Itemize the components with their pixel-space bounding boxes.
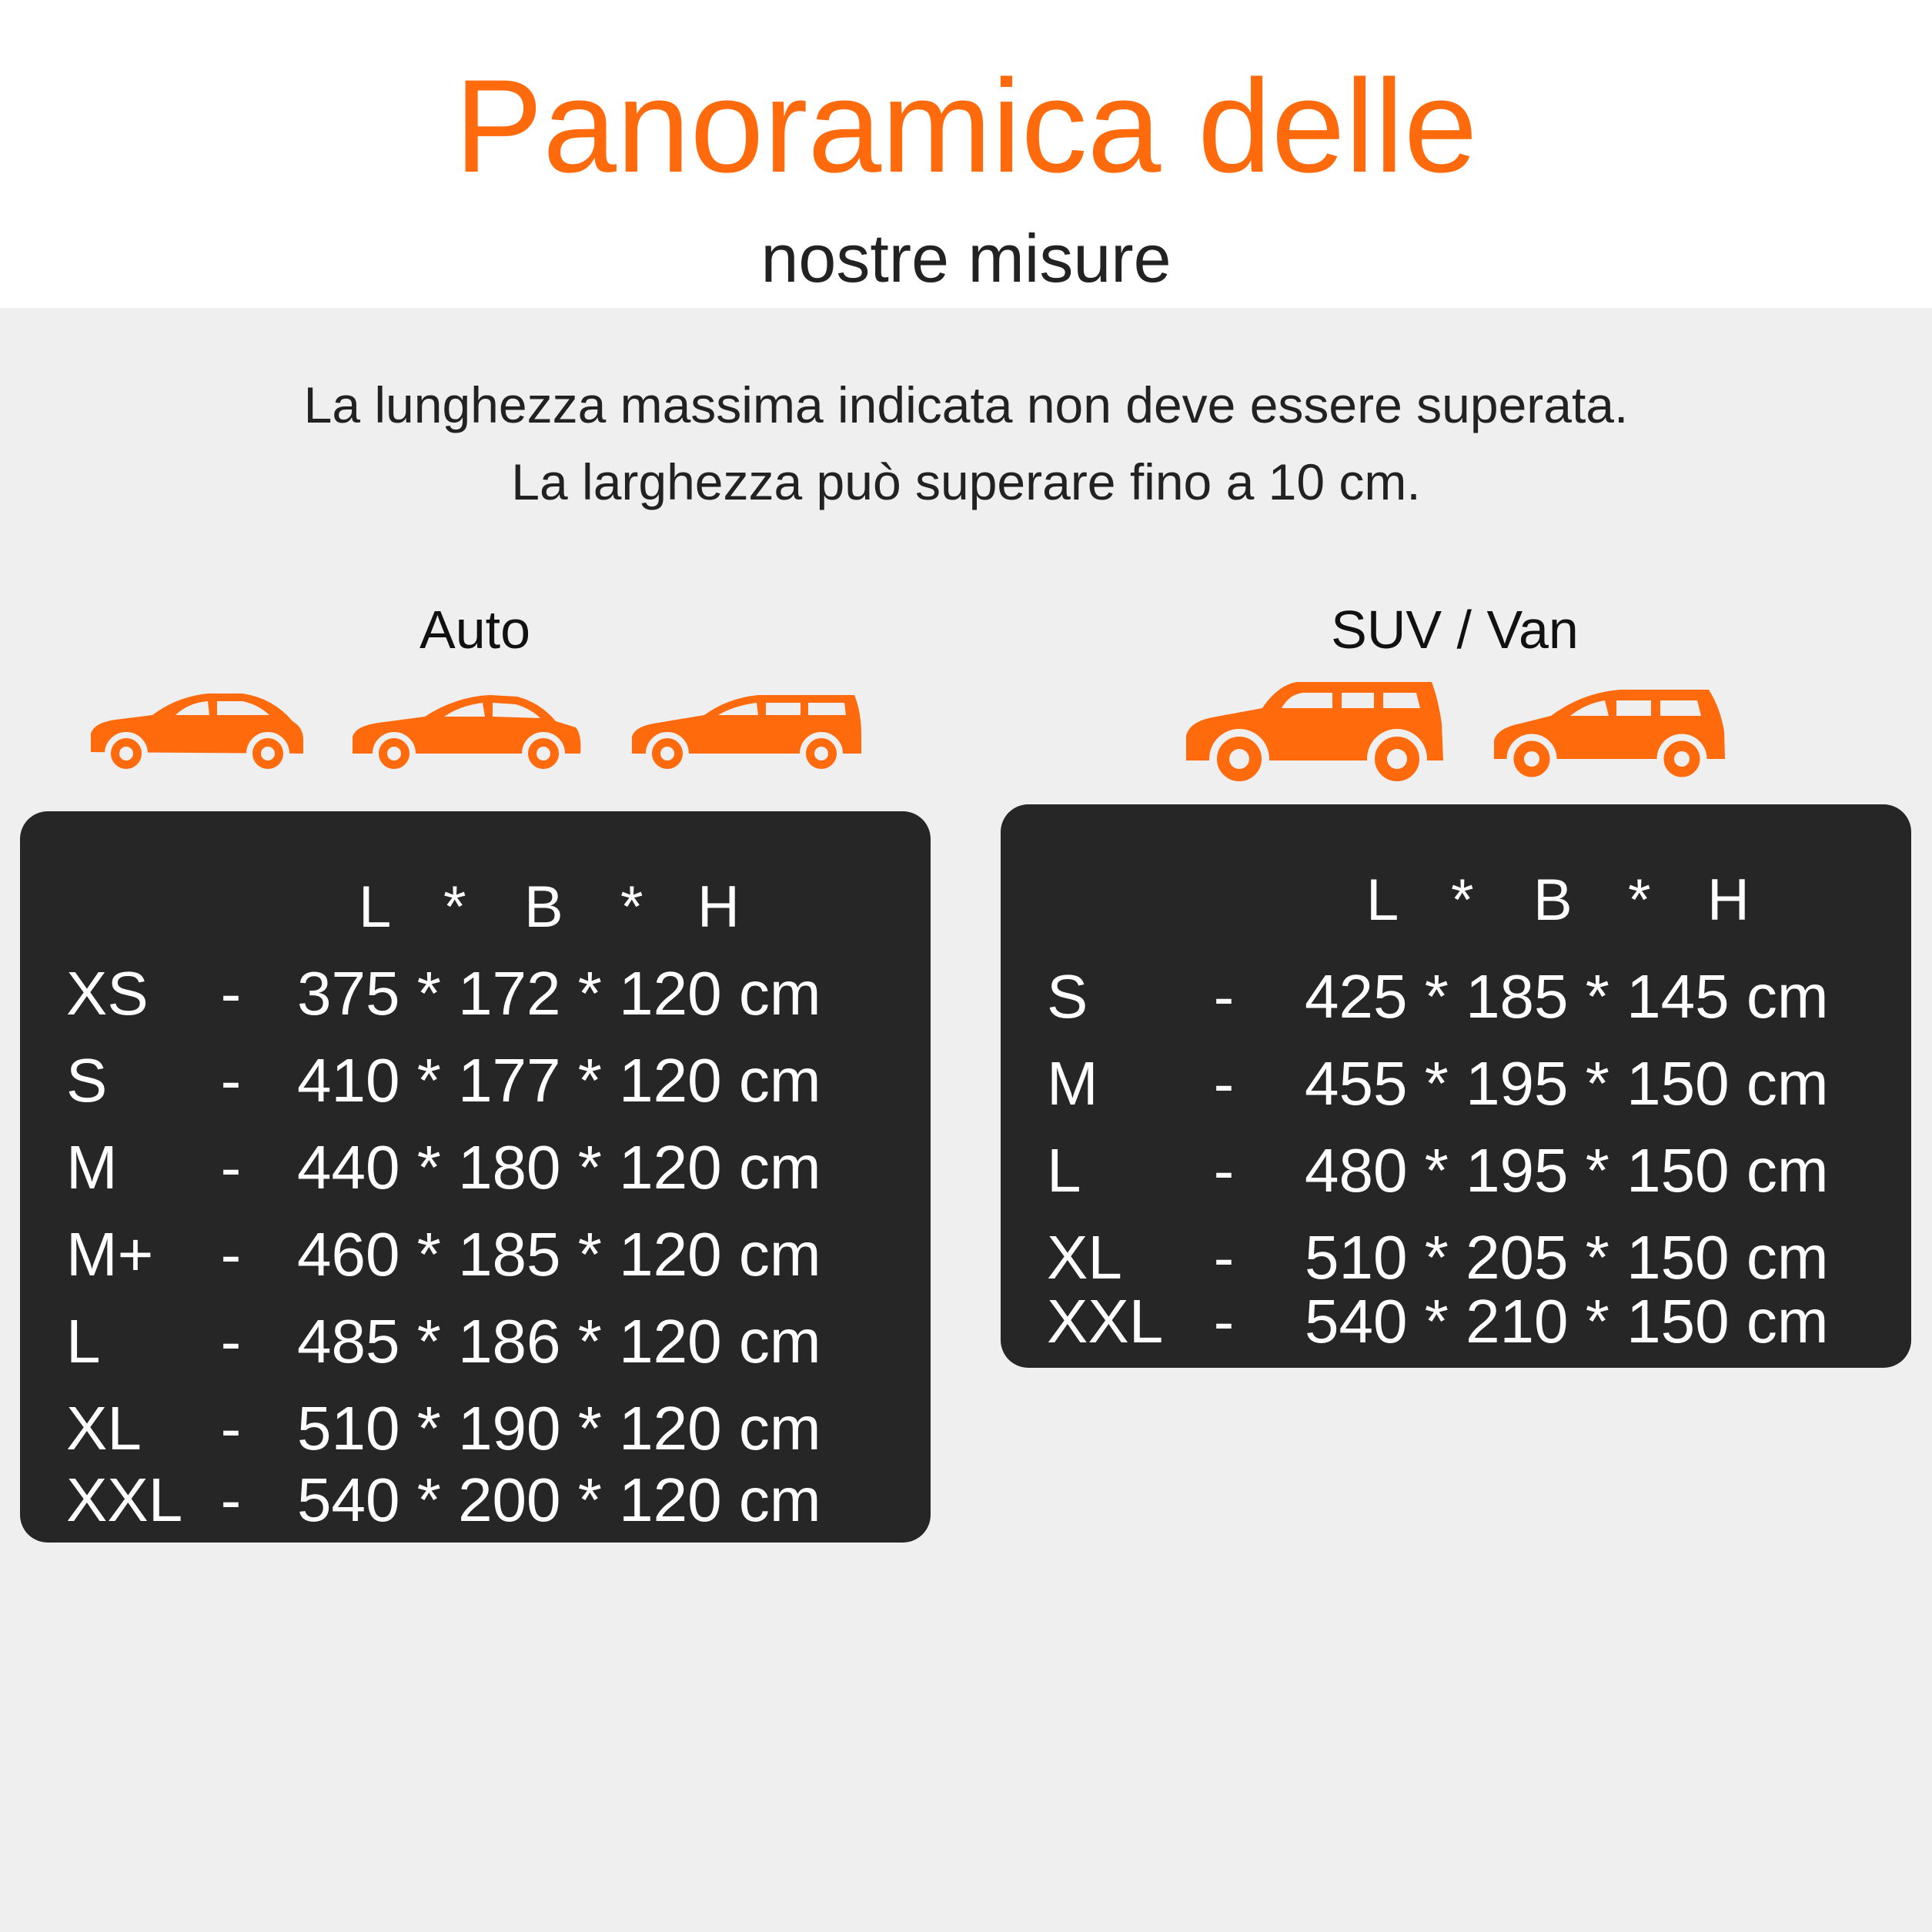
table-row	[20, 955, 931, 1032]
dash: -	[220, 1394, 242, 1462]
dash: -	[220, 1466, 242, 1534]
hatchback-car-icon	[85, 689, 308, 774]
dimensions: 440 * 180 * 120 cm	[297, 1133, 821, 1202]
dimensions: 540 * 210 * 150 cm	[1305, 1287, 1829, 1355]
dash: -	[220, 1220, 242, 1289]
van-car-icon	[1489, 685, 1732, 785]
header	[0, 0, 1932, 308]
note-width-tolerance: La larghezza può superare fino a 10 cm.	[511, 453, 1421, 510]
dash: -	[1213, 1049, 1235, 1118]
column-length: L	[1366, 867, 1399, 933]
size-label: S	[66, 1046, 108, 1115]
size-label: M	[1047, 1049, 1098, 1118]
suv-size-table	[1001, 804, 1911, 1368]
dimensions: 425 * 185 * 145 cm	[1305, 962, 1829, 1031]
dimensions: 455 * 195 * 150 cm	[1305, 1049, 1829, 1118]
table-header	[20, 873, 931, 950]
table-row	[1001, 1287, 1911, 1355]
column-height: H	[697, 874, 740, 940]
column-separator: *	[1628, 867, 1651, 933]
column-length: L	[359, 874, 392, 940]
dash: -	[220, 1307, 242, 1375]
size-label: L	[66, 1307, 101, 1375]
suv-car-icon	[1182, 677, 1451, 785]
dash: -	[1213, 962, 1235, 1031]
dimensions: 510 * 205 * 150 cm	[1305, 1223, 1829, 1292]
table-row	[20, 1466, 931, 1539]
column-width: B	[1533, 867, 1573, 933]
page-subtitle: nostre misure	[760, 220, 1172, 296]
dimensions: 460 * 185 * 120 cm	[297, 1220, 821, 1289]
size-label: S	[1047, 962, 1088, 1031]
column-separator: *	[1451, 867, 1474, 933]
dash: -	[220, 959, 242, 1028]
dimensions: 540 * 200 * 120 cm	[297, 1466, 821, 1534]
dimensions: 410 * 177 * 120 cm	[297, 1046, 821, 1115]
size-label: L	[1047, 1136, 1081, 1205]
size-label: XL	[66, 1394, 142, 1462]
size-label: XS	[66, 959, 149, 1028]
column-separator: *	[620, 874, 643, 940]
table-row	[20, 1216, 931, 1293]
table-row	[20, 1303, 931, 1380]
suv-group-label: SUV / Van	[1331, 600, 1579, 660]
dash: -	[1213, 1287, 1235, 1355]
sedan-car-icon	[348, 689, 587, 774]
size-label: XXL	[1047, 1287, 1164, 1355]
auto-group-label: Auto	[419, 600, 530, 660]
dimensions: 480 * 195 * 150 cm	[1305, 1136, 1829, 1205]
auto-size-table	[20, 811, 931, 1543]
column-width: B	[524, 874, 563, 940]
table-header	[1001, 866, 1911, 943]
dimensions: 510 * 190 * 120 cm	[297, 1394, 821, 1462]
size-label: M	[66, 1133, 118, 1202]
dimensions: 485 * 186 * 120 cm	[297, 1307, 821, 1375]
station-wagon-car-icon	[627, 689, 866, 774]
dash: -	[1213, 1223, 1235, 1292]
column-separator: *	[443, 874, 466, 940]
table-row	[20, 1390, 931, 1467]
table-row	[1001, 1045, 1911, 1122]
table-row	[1001, 958, 1911, 1035]
size-label: XL	[1047, 1223, 1122, 1292]
table-row	[20, 1042, 931, 1119]
page-title: Panoramica delle	[454, 52, 1478, 200]
note-max-length: La lunghezza massima indicata non deve essere superata.	[303, 376, 1629, 433]
dash: -	[220, 1046, 242, 1115]
column-height: H	[1707, 867, 1750, 933]
size-label: XXL	[66, 1466, 183, 1534]
table-row	[20, 1129, 931, 1206]
dimensions: 375 * 172 * 120 cm	[297, 959, 821, 1028]
table-row	[1001, 1132, 1911, 1209]
dash: -	[1213, 1136, 1235, 1205]
dash: -	[220, 1133, 242, 1202]
size-label: M+	[66, 1220, 154, 1289]
